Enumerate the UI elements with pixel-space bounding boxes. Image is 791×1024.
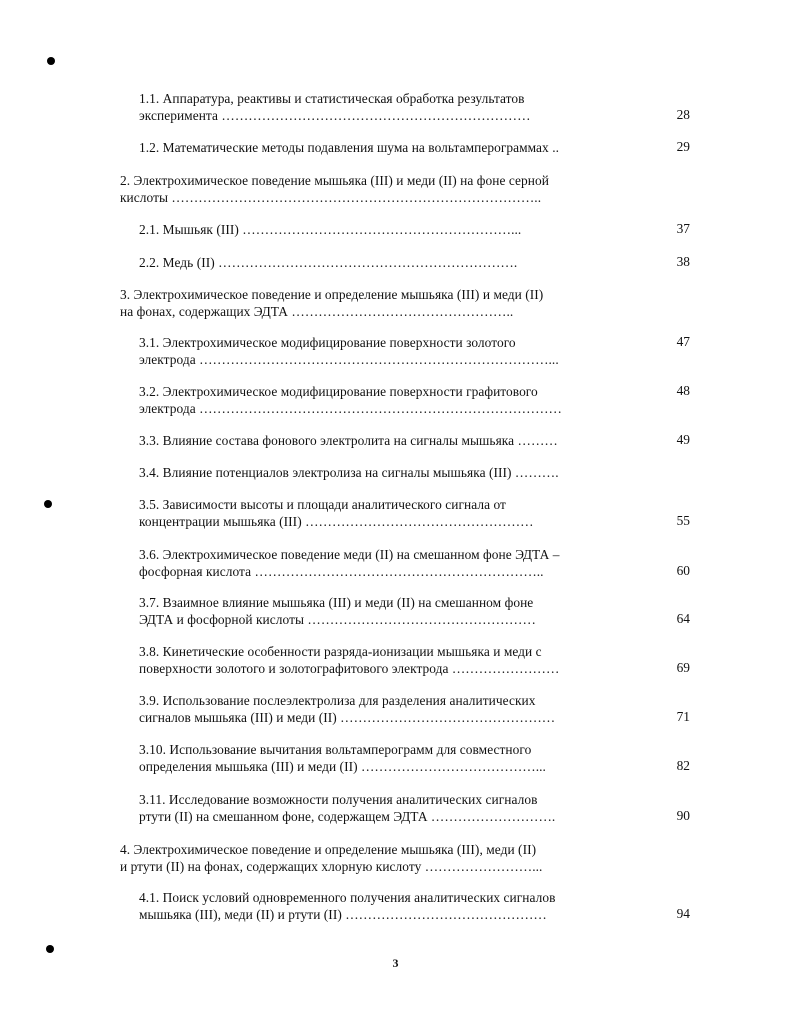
toc-entry-line: 3.8. Кинетические особенности разряда-ионизации мышьяка и меди с	[139, 644, 542, 659]
toc-entry-line: 2.2. Медь (II) ………………………………………………………….	[139, 255, 518, 270]
toc-entry-2-1	[139, 221, 521, 238]
toc-entry-3-9	[139, 692, 555, 726]
toc-entry-line: 3.3. Влияние состава фонового электролита на сигналы мышьяка ………	[139, 433, 558, 448]
toc-page-number: 90	[676, 808, 690, 823]
toc-entry-2	[120, 172, 549, 206]
page-number: 3	[392, 956, 399, 970]
toc-entry-line: 3.5. Зависимости высоты и площади аналитического сигнала от	[139, 497, 506, 512]
toc-entry-line: 3.10. Использование вычитания вольтамперограмм для совместного	[139, 742, 532, 757]
toc-entry-line: 3.7. Взаимное влияние мышьяка (III) и меди (II) на смешанном фоне	[139, 595, 534, 610]
toc-entry-4-1	[139, 889, 556, 923]
toc-entry-line: 1.1. Аппаратура, реактивы и статистическая обработка результатов	[139, 91, 525, 106]
toc-entry-line: 4.1. Поиск условий одновременного получения аналитических сигналов	[139, 890, 556, 905]
toc-entry-line: электрода ……………………………………………………………………...	[139, 352, 559, 367]
toc-entry-3-1	[139, 334, 559, 368]
toc-entry-line: ртути (II) на смешанном фоне, содержащем ЭДТА ……………………….	[139, 809, 556, 824]
toc-page-number: 38	[676, 254, 690, 269]
toc-entry-3-4	[139, 464, 559, 481]
toc-entry-line: концентрации мышьяка (III) ……………………………………………	[139, 514, 534, 529]
toc-entry-line: электрода ………………………………………………………………………	[139, 401, 562, 416]
toc-entry-line: 4. Электрохимическое поведение и определение мышьяка (III), меди (II)	[120, 842, 537, 857]
toc-entry-line: поверхности золотого и золотографитового электрода ……………………	[139, 661, 560, 676]
toc-entry-line: 3.1. Электрохимическое модифицирование поверхности золотого	[139, 335, 516, 350]
toc-entry-line: фосфорная кислота ………………………………………………………..	[139, 564, 544, 579]
toc-entry-line: 3.2. Электрохимическое модифицирование поверхности графитового	[139, 384, 538, 399]
toc-page-number: 71	[676, 709, 690, 724]
toc-entry-3-6	[139, 546, 559, 580]
toc-entry-3-2	[139, 383, 562, 417]
toc-page-number: 29	[676, 139, 690, 154]
toc-page-number: 28	[676, 107, 690, 122]
toc-page-number: 60	[676, 563, 690, 578]
toc-page-number: 94	[676, 906, 690, 921]
toc-page-number: 64	[676, 611, 690, 626]
toc-entry-line: 3.6. Электрохимическое поведение меди (II) на смешанном фоне ЭДТА –	[139, 547, 560, 562]
toc-entry-2-2	[139, 254, 517, 271]
toc-entry-3-5	[139, 496, 534, 530]
toc-page-number: 82	[676, 758, 690, 773]
toc-entry-line: определения мышьяка (III) и меди (II) …………………………………...	[139, 759, 546, 774]
toc-entry-line: 3.9. Использование послеэлектролиза для разделения аналитических	[139, 693, 536, 708]
toc-entry-3-7	[139, 594, 536, 628]
toc-entry-1-1	[139, 90, 531, 124]
toc-entry-line: сигналов мышьяка (III) и меди (II) …………………………………………	[139, 710, 556, 725]
toc-entry-line: 3.11. Исследование возможности получения аналитических сигналов	[139, 792, 538, 807]
toc-page-number: 49	[676, 432, 690, 447]
toc-entry-line: 2. Электрохимическое поведение мышьяка (III) и меди (II) на фоне серной	[120, 173, 549, 188]
toc-entry-3-10	[139, 741, 546, 775]
toc-entry-line: 2.1. Мышьяк (III) ……………………………………………………...	[139, 222, 522, 237]
toc-entry-line: на фонах, содержащих ЭДТА …………………………………………..	[120, 304, 514, 319]
toc-entry-3-3	[139, 432, 558, 449]
toc-entry-line: и ртути (II) на фонах, содержащих хлорную кислоту ……………………...	[120, 859, 543, 874]
toc-entry-line: 1.2. Математические методы подавления шума на вольтамперограммах ..	[139, 140, 559, 155]
toc-entry-line: мышьяка (III), меди (II) и ртути (II) ………………………………………	[139, 907, 547, 922]
toc-page-number: 55	[676, 513, 690, 528]
toc-entry-3-11	[139, 791, 555, 825]
toc-entry-3	[120, 286, 543, 320]
toc-entry-1-2	[139, 139, 559, 156]
toc-page-number: 48	[676, 383, 690, 398]
toc-entry-line: 3. Электрохимическое поведение и определение мышьяка (III) и меди (II)	[120, 287, 544, 302]
toc-entry-line: эксперимента ……………………………………………………………	[139, 108, 531, 123]
toc-page-number: 47	[676, 334, 690, 349]
toc-page-number: 69	[676, 660, 690, 675]
toc-entry-4	[120, 841, 542, 875]
toc-page-number: 37	[676, 221, 690, 236]
toc-entry-3-8	[139, 643, 559, 677]
toc-entry-line: ЭДТА и фосфорной кислоты ……………………………………………	[139, 612, 536, 627]
toc-entry-line: 3.4. Влияние потенциалов электролиза на сигналы мышьяка (III) ……….	[139, 465, 559, 480]
toc-entry-line: кислоты ………………………………………………………………………..	[120, 190, 542, 205]
